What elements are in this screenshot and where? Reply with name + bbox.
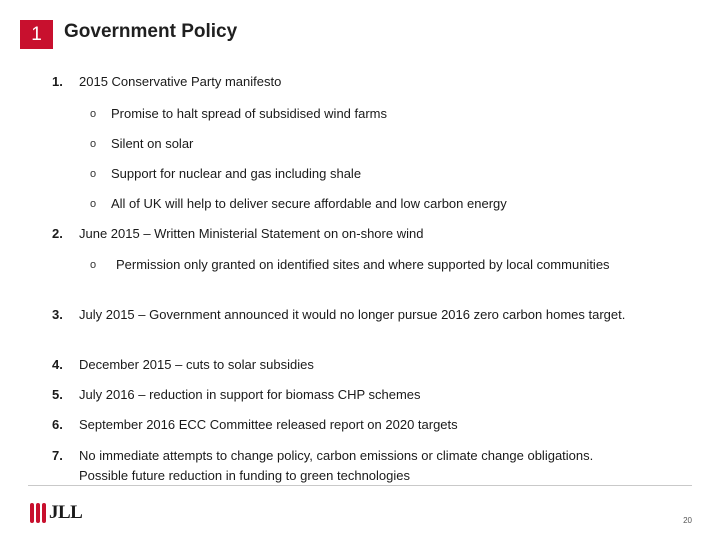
item-number-1: 1. [52, 74, 63, 89]
item-text-5: July 2016 – reduction in support for biomass CHP schemes [79, 387, 421, 402]
item-number-4: 4. [52, 357, 63, 372]
item-text-6: September 2016 ECC Committee released report on 2020 targets [79, 417, 458, 432]
manifesto-bullet-1: Promise to halt spread of subsidised wind farms [111, 106, 388, 121]
item-text-3: July 2015 – Government announced it would no longer pursue 2016 zero carbon homes target. [79, 307, 626, 322]
item-number-7: 7. [52, 448, 63, 463]
jll-logo-icon [30, 502, 82, 524]
item-number-3: 3. [52, 307, 63, 322]
logo-text: JLL [49, 502, 83, 523]
manifesto-bullet-2: Silent on solar [111, 136, 194, 151]
item-number-2: 2. [52, 226, 63, 241]
logo-mark-icon [30, 503, 46, 523]
item-text-2: June 2015 – Written Ministerial Statement on on-shore wind [79, 226, 424, 241]
wind-bullet-1: Permission only granted on identified sites and where supported by local communities [116, 257, 610, 272]
bullet-mark: o [90, 108, 97, 120]
bullet-mark: o [90, 198, 97, 210]
bullet-mark: o [90, 168, 97, 180]
manifesto-bullet-4: All of UK will help to deliver secure affordable and low carbon energy [111, 196, 507, 211]
item-text-4: December 2015 – cuts to solar subsidies [79, 357, 314, 372]
footer-divider [28, 485, 692, 486]
page-number: 20 [683, 516, 692, 525]
item-text-1: 2015 Conservative Party manifesto [79, 74, 282, 89]
bullet-mark: o [90, 138, 97, 150]
manifesto-bullet-3: Support for nuclear and gas including shale [111, 166, 362, 181]
section-number-badge: 1 [20, 20, 53, 49]
item-number-5: 5. [52, 387, 63, 402]
bullet-mark: o [90, 259, 97, 271]
item-text-7: No immediate attempts to change policy, carbon emissions or climate change obligations. Possible future reduction in funding to green technologies [79, 448, 594, 483]
item-number-6: 6. [52, 417, 63, 432]
page-title: Government Policy [64, 21, 238, 42]
